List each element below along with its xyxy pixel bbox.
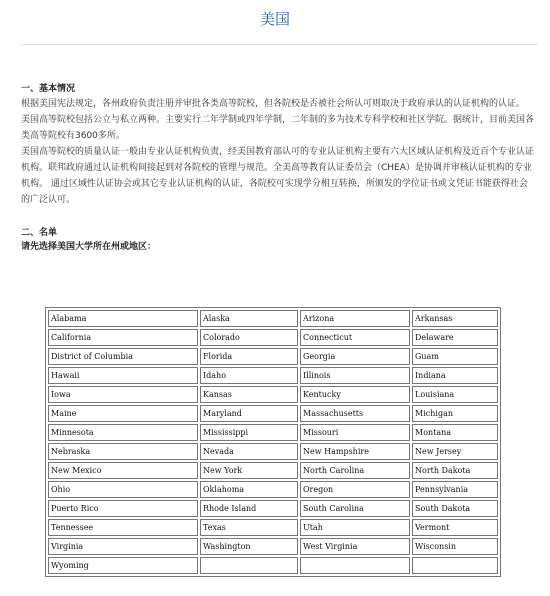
state-link-iowa[interactable]: Iowa <box>48 386 198 403</box>
page-title: 美国 <box>259 10 290 28</box>
states-table <box>45 307 501 577</box>
state-link-guam[interactable]: Guam <box>412 348 498 365</box>
state-link-florida[interactable]: Florida <box>200 348 298 365</box>
state-link-kentucky[interactable]: Kentucky <box>300 386 410 403</box>
table-row <box>48 500 498 517</box>
state-link-west-virginia[interactable]: West Virginia <box>300 538 410 555</box>
state-link-district-of-columbia[interactable]: District of Columbia <box>48 348 198 365</box>
section-heading-list: 二、名单 <box>21 228 58 238</box>
state-link-missouri[interactable]: Missouri <box>300 424 410 441</box>
state-link-arkansas[interactable]: Arkansas <box>412 310 498 327</box>
section-heading-basic-info: 一、基本情况 <box>21 84 76 94</box>
table-row <box>48 557 498 574</box>
state-link-nevada[interactable]: Nevada <box>200 443 298 460</box>
paragraph-accreditation: 美国高等院校的质量认证一般由专业认证机构负责，经美国教育部认可的专业认证机构主要有六大区域认证机构及近百个专业认证机构。联邦政府通过认证机构间接起到对各院校的管理与规范。全美高等教育认证委员会（CHEA）是协调并审核认证机构的专业机构。 通过区域性认证协会或其它专业认证机构的认证，各院校可实现学分相互转换，所颁发的学位证书或文凭证书能获得社会的广泛认可。 <box>21 147 535 205</box>
state-link-mississippi[interactable]: Mississippi <box>200 424 298 441</box>
article-content <box>21 82 536 254</box>
state-link-indiana[interactable]: Indiana <box>412 367 498 384</box>
table-row <box>48 424 498 441</box>
paragraph-constitution: 根据美国宪法规定，各州政府负责注册并审批各类高等院校，但各院校是否被社会所认可则取决于政府承认的认证机构的认证。 <box>21 99 526 109</box>
table-row <box>48 405 498 422</box>
state-link-delaware[interactable]: Delaware <box>412 329 498 346</box>
state-link-nebraska[interactable]: Nebraska <box>48 443 198 460</box>
state-link-ohio[interactable]: Ohio <box>48 481 198 498</box>
state-link-alaska[interactable]: Alaska <box>200 310 298 327</box>
table-row <box>48 462 498 479</box>
table-row <box>48 519 498 536</box>
state-link-new-hampshire[interactable]: New Hampshire <box>300 443 410 460</box>
state-link-new-jersey[interactable]: New Jersey <box>412 443 498 460</box>
state-link-alabama[interactable]: Alabama <box>48 310 198 327</box>
empty-cell <box>412 557 498 574</box>
state-link-north-dakota[interactable]: North Dakota <box>412 462 498 479</box>
state-link-minnesota[interactable]: Minnesota <box>48 424 198 441</box>
table-row <box>48 348 498 365</box>
state-link-rhode-island[interactable]: Rhode Island <box>200 500 298 517</box>
state-link-massachusetts[interactable]: Massachusetts <box>300 405 410 422</box>
state-link-michigan[interactable]: Michigan <box>412 405 498 422</box>
state-link-georgia[interactable]: Georgia <box>300 348 410 365</box>
state-link-washington[interactable]: Washington <box>200 538 298 555</box>
state-link-puerto-rico[interactable]: Puerto Rico <box>48 500 198 517</box>
state-link-maryland[interactable]: Maryland <box>200 405 298 422</box>
state-link-connecticut[interactable]: Connecticut <box>300 329 410 346</box>
state-link-hawaii[interactable]: Hawaii <box>48 367 198 384</box>
state-link-louisiana[interactable]: Louisiana <box>412 386 498 403</box>
state-link-south-dakota[interactable]: South Dakota <box>412 500 498 517</box>
state-link-new-york[interactable]: New York <box>200 462 298 479</box>
state-link-montana[interactable]: Montana <box>412 424 498 441</box>
state-link-vermont[interactable]: Vermont <box>412 519 498 536</box>
title-divider <box>20 44 538 45</box>
state-link-oklahoma[interactable]: Oklahoma <box>200 481 298 498</box>
state-link-virginia[interactable]: Virginia <box>48 538 198 555</box>
empty-cell <box>300 557 410 574</box>
state-link-wisconsin[interactable]: Wisconsin <box>412 538 498 555</box>
state-link-oregon[interactable]: Oregon <box>300 481 410 498</box>
table-row <box>48 481 498 498</box>
table-row <box>48 538 498 555</box>
state-link-texas[interactable]: Texas <box>200 519 298 536</box>
table-row <box>48 329 498 346</box>
table-row <box>48 386 498 403</box>
empty-cell <box>200 557 298 574</box>
state-link-north-carolina[interactable]: North Carolina <box>300 462 410 479</box>
table-row <box>48 443 498 460</box>
state-link-illinois[interactable]: Illinois <box>300 367 410 384</box>
table-row <box>48 367 498 384</box>
state-select-prompt: 请先选择美国大学所在州或地区： <box>21 242 157 252</box>
table-row <box>48 310 498 327</box>
state-link-kansas[interactable]: Kansas <box>200 386 298 403</box>
state-link-pennsylvania[interactable]: Pennsylvania <box>412 481 498 498</box>
state-link-idaho[interactable]: Idaho <box>200 367 298 384</box>
state-link-utah[interactable]: Utah <box>300 519 410 536</box>
state-link-maine[interactable]: Maine <box>48 405 198 422</box>
state-link-arizona[interactable]: Arizona <box>300 310 410 327</box>
state-link-tennessee[interactable]: Tennessee <box>48 519 198 536</box>
state-link-new-mexico[interactable]: New Mexico <box>48 462 198 479</box>
state-link-colorado[interactable]: Colorado <box>200 329 298 346</box>
state-link-california[interactable]: California <box>48 329 198 346</box>
state-link-south-carolina[interactable]: South Carolina <box>300 500 410 517</box>
paragraph-institution-types: 美国高等院校包括公立与私立两种。主要实行二年学制或四年学制，二年制的多为技术专科学校和社区学院。据统计，目前美国各类高等院校有3600多所。 <box>21 115 535 141</box>
state-link-wyoming[interactable]: Wyoming <box>48 557 198 574</box>
